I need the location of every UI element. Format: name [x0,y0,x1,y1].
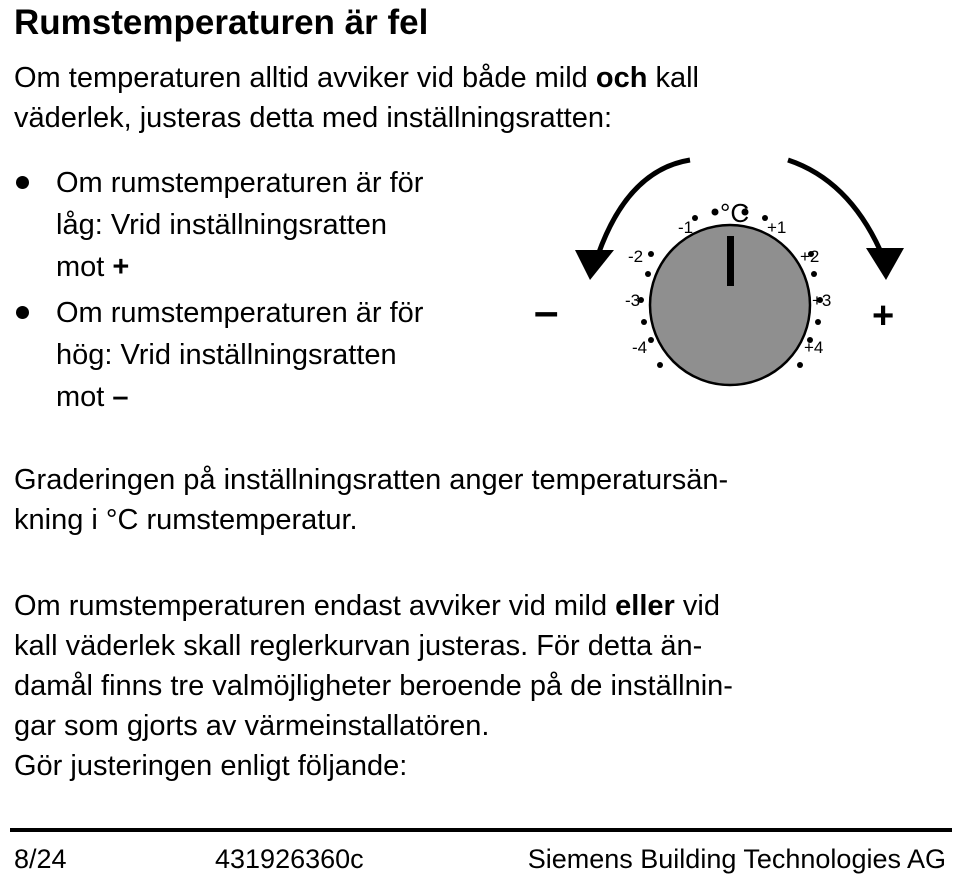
bullet-dot [16,176,29,189]
bullet-line: Om rumstemperaturen är för [56,297,424,329]
bullet-dot [16,306,29,319]
scale-label-plus-3: +3 [812,291,832,310]
right-arrow-icon [788,160,880,250]
bullet-too-high [14,292,554,418]
bullet-list [14,162,554,422]
scale-label-plus-4: +4 [804,338,824,357]
graduation-line-2: kning i °C rumstemperatur. [14,504,358,536]
plus-sign-icon: + [872,295,895,337]
left-arrowhead-icon [575,250,614,280]
right-arrowhead-icon [866,248,904,280]
bullet-line [56,246,554,288]
mild-cold-line-3: damål finns tre valmöjligheter beroende på de inställnin- [14,670,733,702]
graduation-paragraph [14,460,728,540]
bullet-line-text: mot [56,381,113,413]
intro-bold-word: och [595,62,648,94]
scale-label-minus-3: -3 [625,291,641,310]
page-title: Rumstemperaturen är fel [14,3,429,42]
scale-label-plus-2: +2 [800,247,820,266]
mild-cold-line-5: Gör justeringen enligt följande: [14,750,408,782]
mild-cold-bold-word: eller [615,590,675,622]
intro-paragraph [14,58,699,138]
scale-label-minus-4: -4 [632,338,648,357]
footer-doc-number: 431926360c [215,844,364,874]
mild-cold-line-1-end: vid [674,590,720,622]
dial-pointer [727,236,734,286]
bullet-line [56,376,554,418]
footer-divider [10,828,952,832]
intro-line-1-end: kall [647,62,699,94]
bullet-too-low [14,162,554,288]
mild-cold-line-2: kall väderlek skall reglerkurvan justeras. För detta än- [14,630,703,662]
scale-label-minus-1: -1 [678,218,694,237]
minus-sign-icon: – [534,287,559,336]
intro-line-1 [14,58,699,98]
intro-line-1-text: Om temperaturen alltid avviker vid både mild [14,62,596,94]
mild-cold-paragraph [14,586,733,786]
footer-company: Siemens Building Technologies AG [527,844,946,874]
mild-cold-line-1-text: Om rumstemperaturen endast avviker vid mild [14,590,616,622]
bullet-line-text: mot [56,251,113,283]
plus-symbol: + [112,251,130,283]
bullet-line: låg: Vrid inställningsratten [56,209,387,241]
mild-cold-line-1 [14,586,733,626]
scale-label-plus-1: +1 [767,218,787,237]
bullet-line: hög: Vrid inställningsratten [56,339,397,371]
footer-page-number: 8/24 [14,844,67,874]
mild-cold-line-4: gar som gjorts av värmeinstallatören. [14,710,490,742]
graduation-line-1: Graderingen på inställningsratten anger temperatursän- [14,464,729,496]
intro-line-2: väderlek, justeras detta med inställningsratten: [14,102,613,134]
bullet-line: Om rumstemperaturen är för [56,167,424,199]
adjustment-dial-diagram [534,150,908,400]
scale-label-minus-2: -2 [628,247,644,266]
minus-symbol: – [112,381,129,413]
unit-label: °C [720,198,750,228]
left-arrow-icon [598,160,690,255]
